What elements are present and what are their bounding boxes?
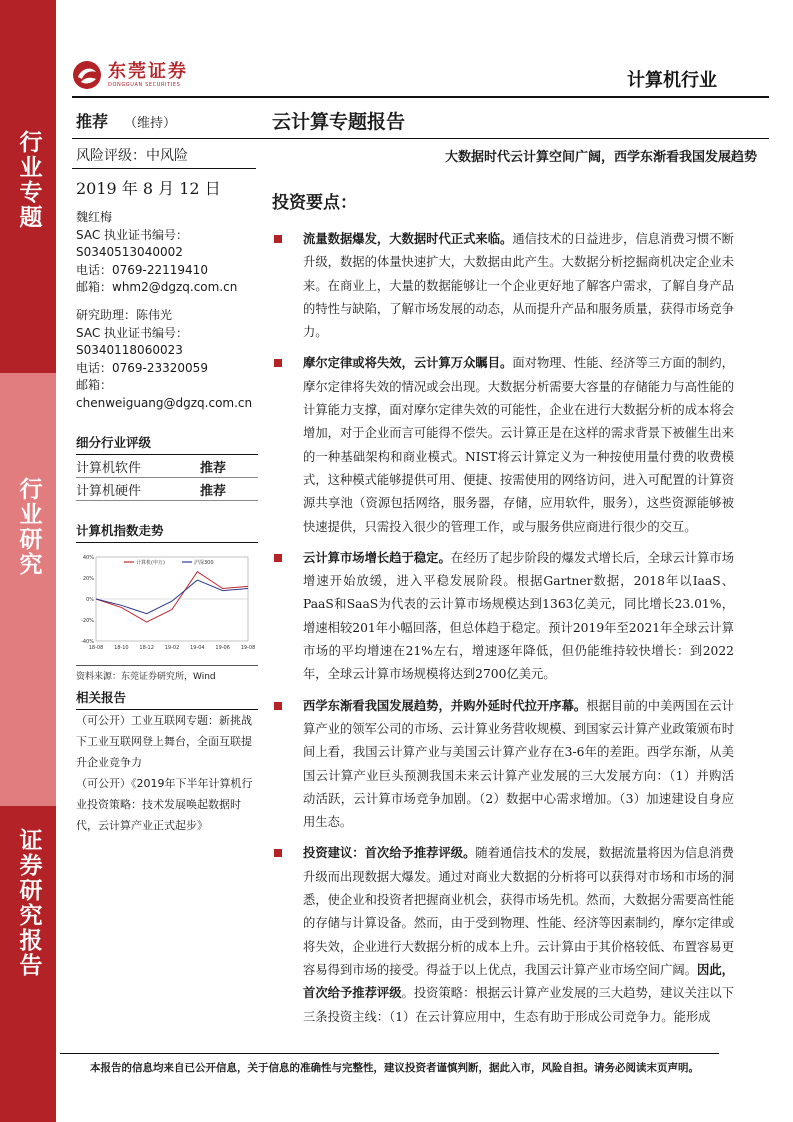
y-tick-label: 20% (82, 575, 94, 582)
series-line (96, 571, 248, 621)
left-sidebar (76, 176, 258, 836)
index-trend-title: 计算机指数走势 (76, 521, 258, 543)
x-tick-label: 19-02 (164, 644, 180, 651)
title-divider (72, 138, 769, 139)
rating-note: （维持） (124, 116, 177, 131)
segment-rating-title: 细分行业评级 (76, 433, 258, 455)
bullet-square-icon (274, 554, 282, 562)
bullet-square-icon (274, 359, 282, 367)
related-report-link[interactable]: （可公开）工业互联网专题：新挑战下工业互联网登上舞台，全面互联提升企业竞争力 (76, 713, 252, 769)
segment-name: 计算机软件 (76, 455, 200, 478)
index-trend-chart (76, 549, 258, 659)
chart-source: 资料来源：东莞证券研究所，Wind (76, 665, 258, 682)
key-point (272, 352, 734, 538)
side-band-label: 行业研究 (15, 477, 42, 577)
trend-chart-svg (76, 549, 258, 659)
assistant-line: SAC 执业证书编号： (76, 325, 189, 340)
key-point-headline: 流量数据爆发，大数据时代正式来临。 (303, 232, 513, 246)
assistant-email[interactable]: chenweiguang@dgzq.com.cn (76, 395, 253, 410)
industry-label: 计算机行业 (627, 70, 717, 91)
report-subtitle: 大数据时代云计算空间广阔，西学东渐看我国发展趋势 (444, 150, 757, 165)
assistant-line: 电话：0769-23320059 (76, 360, 208, 375)
footer-divider (60, 1053, 719, 1054)
y-tick-label: -20% (81, 617, 94, 624)
key-point-headline: 投资建议：首次给予推荐评级。 (303, 846, 476, 861)
legend-label: 计算机(申万) (136, 559, 165, 566)
segment-rating-table (76, 455, 258, 501)
y-tick-label: 0% (86, 596, 94, 603)
x-tick-label: 18-10 (114, 644, 129, 651)
analyst-line: SAC 执业证书编号： (76, 227, 189, 242)
key-point (272, 842, 734, 1028)
side-band-securities-report (0, 806, 56, 1122)
analyst-line: 电话：0769-22119410 (76, 262, 208, 277)
key-point-conclusion: 因此，首次给予推荐评级 (303, 962, 734, 1001)
key-point (272, 228, 734, 344)
report-title: 云计算专题报告 (272, 111, 406, 133)
legend-label: 沪深300 (194, 559, 214, 566)
bullet-square-icon (274, 849, 282, 857)
segment-rating: 推荐 (200, 455, 258, 478)
key-point (272, 695, 734, 835)
analyst-line: 魏红梅 (76, 210, 113, 224)
analyst-line: S0340513040002 (76, 245, 183, 260)
bullet-square-icon (274, 702, 282, 710)
assistant-line: 邮箱： (76, 378, 113, 393)
key-point (272, 547, 734, 687)
table-row (76, 477, 258, 500)
report-date: 2019 年 8 月 12 日 (76, 179, 221, 198)
logo-name-en: DONGGUAN SECURITIES (108, 82, 181, 88)
x-tick-label: 18-08 (88, 644, 104, 651)
key-point-body: 随着通信技术的发展，数据流量将因为信息消费升级而出现数据大爆发。通过对商业大数据的分析将可以获得对市场和市场的洞悉，使企业和投资者把握商业机会，获得市场先机。然而，大数据分需要高性能的存储与计算设备。然而，由于受到物理、性能、经济等因素制约，摩尔定律或将失效，企业进行大数据分析的成本上升。云计算由于其价格较低、布置容易更容易得到市场的接受。得益于以上优点，我国云计算产业市场空间广阔。 (303, 846, 734, 977)
risk-rating: 风险评级：中风险 (76, 148, 188, 164)
side-band-label: 证券研究报告 (15, 828, 42, 978)
analyst-email[interactable]: 邮箱：whm2@dgzq.com.cn (76, 280, 238, 295)
key-point-headline: 摩尔定律或将失效，云计算万众瞩目。 (303, 356, 513, 371)
side-band-label: 行业专题 (15, 130, 42, 230)
key-point-body: 面对物理、性能、经济等三方面的制约，摩尔定律将失效的情况或会出现。大数据分析需要大容量的存储能力与高性能的计算能力支撑，面对摩尔定律失效的可能性，企业在进行大数据分析的成本将会增加，对于企业而言可能得不偿失。云计算正是在这样的需求背景下被催生出来的一种基础架构和商业模式。NIST将云计算定义为一种按使用量付费的收费模式，这种模式能够提供可用、便捷、按需使用的网络访问，进入可配置的计算资源共享池（资源包括网络，服务器，存储，应用软件，服务），这些资源能够被快速提供，只需投入很少的管理工作，或与服务供应商进行很少的交互。 (303, 356, 734, 534)
related-report-link[interactable]: （可公开）《2019年下半年计算机行业投资策略：技术发展唤起数据时代，云计算产业正式起步》 (76, 776, 253, 832)
x-tick-label: 18-12 (139, 644, 154, 651)
segment-name: 计算机硬件 (76, 477, 200, 500)
key-point-body-cont: 。投资策略：根据云计算产业发展的三大趋势，建议关注以下三条投资主线：（1）在云计算应用中，生态有助于形成公司竞争力。能形成 (303, 986, 734, 1024)
rating-row (76, 109, 176, 132)
y-tick-label: -40% (81, 638, 94, 645)
main-content (272, 188, 734, 1037)
assistant-line: 研究助理：陈伟光 (76, 307, 173, 322)
y-tick-label: 40% (82, 554, 94, 561)
header-divider (72, 96, 769, 98)
assistant-info (76, 307, 258, 413)
bullet-square-icon (274, 235, 282, 243)
rating: 推荐 (76, 112, 109, 131)
key-point-headline: 云计算市场增长趋于稳定。 (303, 550, 451, 565)
side-band-industry-research (0, 373, 56, 806)
x-tick-label: 19-04 (190, 644, 205, 651)
key-point-headline: 西学东渐看我国发展趋势，并购外延时代拉开序幕。 (303, 698, 587, 713)
risk-divider (72, 168, 256, 169)
key-point-body: 根据目前的中美两国在云计算产业的领军公司的市场、云计算业务营收规模、到国家云计算产业政策颁布时间上看，我国云计算产业与美国云计算产业存在3-6年的差距。西学东渐，从美国云计算产业巨头预测我国未来云计算产业发展的三大发展方向：（1）并购活动活跃，云计算市场竞争加剧。（2）数据中心需求增加。（3）加速建设自身应用生态。 (303, 698, 734, 830)
key-points-heading: 投资要点： (272, 193, 357, 213)
assistant-line: S0340118060023 (76, 343, 183, 358)
segment-rating: 推荐 (200, 477, 258, 500)
analyst-info (76, 209, 258, 297)
table-row (76, 455, 258, 478)
logo-swirl-icon (72, 60, 102, 90)
disclaimer: 本报告的信息均来自已公开信息，关于信息的准确性与完整性，建议投资者谨慎判断，据此入市，风险自担。请务必阅读末页声明。 (90, 1062, 699, 1074)
related-reports-title: 相关报告 (76, 688, 258, 710)
x-tick-label: 19-06 (215, 644, 230, 651)
key-point-body: 在经历了起步阶段的爆发式增长后，全球云计算市场增速开始放缓，进入平稳发展阶段。根据Gartner数据，2018年以IaaS、PaaS和SaaS为代表的云计算市场规模达到1363亿美元，同比增长23.01%，增速相较201年小幅回落，但总体趋于稳定。预计2019年至2021年全球云计算市场的平均增速在21%左右，增速逐年降低，但仍能维持较快增长：到2022年，全球云计算市场规模将达到2700亿美元。 (303, 550, 734, 682)
logo-name-cn: 东莞证券 (108, 61, 188, 82)
x-tick-label: 19-08 (240, 644, 256, 651)
key-point-body: 通信技术的日益进步，信息消费习惯不断升级，数据的体量快速扩大，大数据由此产生。大数据分析挖掘商机决定企业未来。在商业上，大量的数据能够让一个企业更好地了解客户需求，了解自身产品的特性与缺陷，了解市场发展的动态，从而提升产品和服务质量，获得市场竞争力。 (303, 232, 734, 340)
side-band-industry-topic (0, 0, 56, 373)
company-logo (72, 60, 188, 90)
